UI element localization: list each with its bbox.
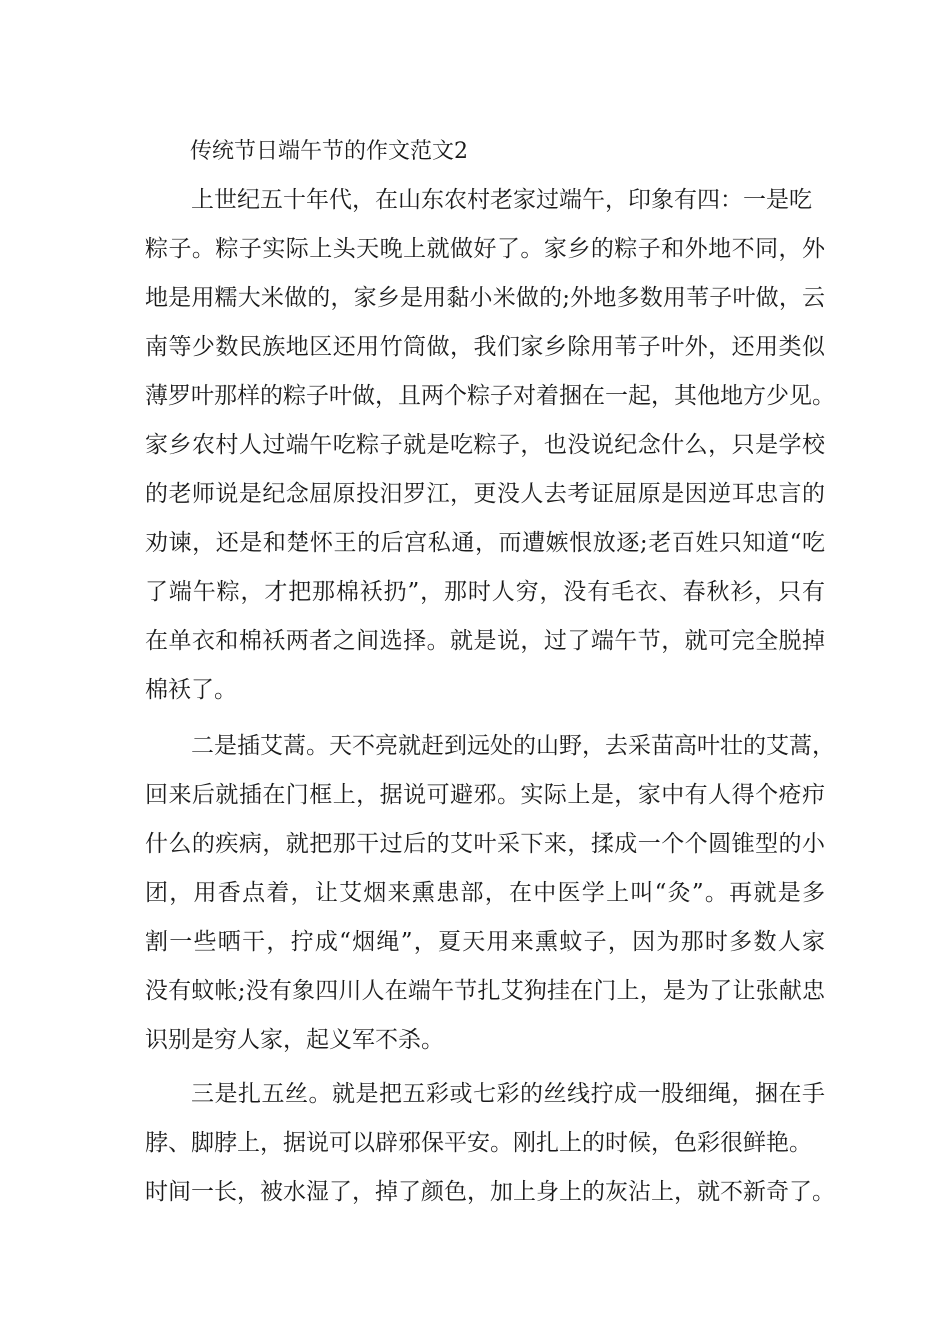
paragraph-line: 三是扎五丝。就是把五彩或七彩的丝线拧成一股细绳，捆在手 — [191, 1081, 825, 1107]
paragraph-line: 家乡农村人过端午吃粽子就是吃粽子，也没说纪念什么，只是学校 — [145, 432, 825, 458]
paragraph-line: 团，用香点着，让艾烟来熏患部，在中医学上叫“灸”。再就是多 — [145, 880, 825, 906]
document-title: 传统节日端午节的作文范文2 — [190, 139, 468, 164]
paragraph-line: 薄罗叶那样的粽子叶做，且两个粽子对着捆在一起，其他地方少见。 — [145, 383, 835, 409]
paragraph-line: 在单衣和棉袄两者之间选择。就是说，过了端午节，就可完全脱掉 — [145, 628, 825, 654]
paragraph-line: 的老师说是纪念屈原投汨罗江，更没人去考证屈原是因逆耳忠言的 — [145, 481, 825, 507]
paragraph-line: 地是用糯大米做的，家乡是用黏小米做的;外地多数用苇子叶做，云 — [145, 285, 825, 311]
paragraph-line: 粽子。粽子实际上头天晚上就做好了。家乡的粽子和外地不同，外 — [145, 236, 825, 262]
paragraph-line: 棉袄了。 — [145, 677, 237, 703]
paragraph-line: 二是插艾蒿。天不亮就赶到远处的山野，去采苗高叶壮的艾蒿， — [191, 733, 835, 759]
paragraph-2 — [145, 722, 835, 1065]
paragraph-line: 什么的疾病，就把那干过后的艾叶采下来，揉成一个个圆锥型的小 — [145, 831, 825, 857]
paragraph-line: 回来后就插在门框上，据说可避邪。实际上是，家中有人得个疮疖 — [145, 782, 825, 808]
paragraph-line: 识别是穷人家，起义军不杀。 — [145, 1027, 444, 1053]
paragraph-line: 南等少数民族地区还用竹筒做，我们家乡除用苇子叶外，还用类似 — [145, 334, 825, 360]
paragraph-1 — [145, 176, 835, 715]
paragraph-line: 脖、脚脖上，据说可以辟邪保平安。刚扎上的时候，色彩很鲜艳。 — [145, 1130, 812, 1156]
paragraph-line: 劝谏，还是和楚怀王的后宫私通，而遭嫉恨放逐;老百姓只知道“吃 — [145, 530, 825, 556]
paragraph-line: 上世纪五十年代，在山东农村老家过端午，印象有四：一是吃 — [191, 187, 812, 213]
paragraph-line: 割一些晒干，拧成“烟绳”，夏天用来熏蚊子，因为那时多数人家 — [145, 929, 825, 955]
paragraph-line: 没有蚊帐;没有象四川人在端午节扎艾狗挂在门上，是为了让张献忠 — [145, 978, 825, 1004]
paragraph-line: 了端午粽，才把那棉袄扔”，那时人穷，没有毛衣、春秋衫，只有 — [145, 579, 825, 605]
paragraph-3 — [145, 1070, 835, 1217]
paragraph-line: 时间一长，被水湿了，掉了颜色，加上身上的灰沾上，就不新奇了。 — [145, 1179, 835, 1205]
